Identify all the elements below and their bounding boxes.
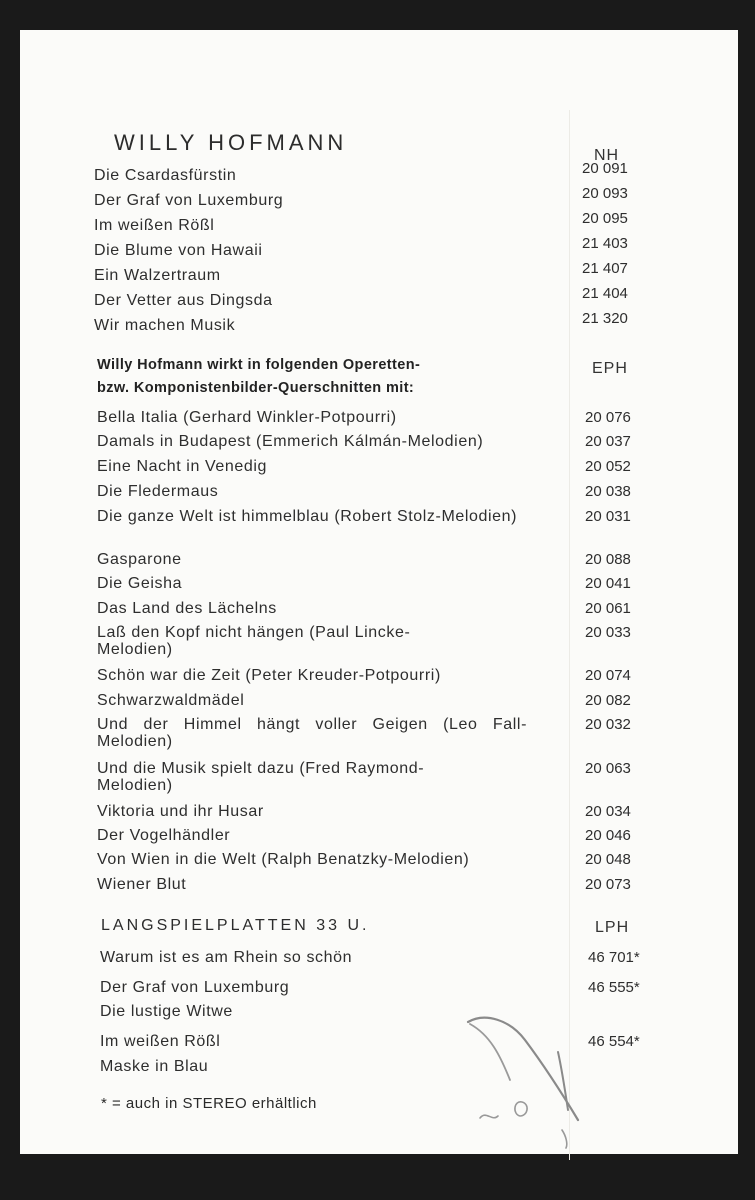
column-header-nh: NH xyxy=(594,147,620,164)
record-number: 20 041 xyxy=(585,575,631,592)
record-number: 20 091 xyxy=(582,160,628,177)
list-item: Gasparone xyxy=(97,551,182,568)
list-item: Der Graf von Luxemburg xyxy=(94,192,284,209)
list-item: Im weißen Rößl xyxy=(100,1033,221,1050)
list-item: Das Land des Lächelns xyxy=(97,600,277,617)
record-number: 21 404 xyxy=(582,285,628,302)
record-number: 21 407 xyxy=(582,260,628,277)
list-item: Die Fledermaus xyxy=(97,483,219,500)
list-item: Schön war die Zeit (Peter Kreuder-Potpourri) xyxy=(97,667,441,684)
column-header-lph: LPH xyxy=(595,919,630,936)
list-item-secondary: Maske in Blau xyxy=(100,1058,209,1075)
list-item: Die Geisha xyxy=(97,575,183,592)
handwritten-signature xyxy=(440,1010,610,1150)
record-number: 20 048 xyxy=(585,851,631,868)
list-item-secondary: Die lustige Witwe xyxy=(100,1003,233,1020)
list-item: Die Blume von Hawaii xyxy=(94,242,263,259)
list-item: Im weißen Rößl xyxy=(94,217,215,234)
record-number: 20 095 xyxy=(582,210,628,227)
list-item: Der Vetter aus Dingsda xyxy=(94,292,273,309)
column-header-eph: EPH xyxy=(592,360,628,377)
list-item: Und der Himmel hängt voller Geigen (Leo Fall-Melodien) xyxy=(97,716,527,750)
record-number: 20 038 xyxy=(585,483,631,500)
record-number: 20 093 xyxy=(582,185,628,202)
record-number: 20 088 xyxy=(585,551,631,568)
list-item: Wiener Blut xyxy=(97,876,187,893)
record-number: 46 555* xyxy=(588,979,640,996)
list-item: Die Csardasfürstin xyxy=(94,167,237,184)
record-number: 20 061 xyxy=(585,600,631,617)
list-item: Laß den Kopf nicht hängen (Paul Lincke-Melodien) xyxy=(97,624,411,658)
list-item: Die ganze Welt ist himmelblau (Robert Stolz-Melodien) xyxy=(97,508,518,525)
list-item: Der Vogelhändler xyxy=(97,827,231,844)
record-number: 20 032 xyxy=(585,716,631,733)
record-number: 21 403 xyxy=(582,235,628,252)
record-number: 20 063 xyxy=(585,760,631,777)
list-item: Der Graf von Luxemburg xyxy=(100,979,290,996)
record-number: 20 076 xyxy=(585,409,631,426)
record-number: 21 320 xyxy=(582,310,628,327)
record-list-card xyxy=(20,30,738,1154)
list-item: Warum ist es am Rhein so schön xyxy=(100,949,353,966)
artist-title: WILLY HOFMANN xyxy=(114,130,348,155)
record-number: 20 074 xyxy=(585,667,631,684)
intro-line-1: Willy Hofmann wirkt in folgenden Operetten- xyxy=(97,357,421,373)
list-item: Ein Walzertraum xyxy=(94,267,221,284)
record-number: 20 073 xyxy=(585,876,631,893)
section-title-lp: LANGSPIELPLATTEN 33 U. xyxy=(101,917,370,934)
list-item: Bella Italia (Gerhard Winkler-Potpourri) xyxy=(97,409,397,426)
list-item: Damals in Budapest (Emmerich Kálmán-Melodien) xyxy=(97,433,484,450)
stereo-footnote: * = auch in STEREO erhältlich xyxy=(101,1095,317,1112)
list-item: Und die Musik spielt dazu (Fred Raymond-Melodien) xyxy=(97,760,425,794)
record-number: 20 037 xyxy=(585,433,631,450)
paper-crease xyxy=(569,110,570,1160)
record-number: 20 082 xyxy=(585,692,631,709)
record-number: 20 031 xyxy=(585,508,631,525)
record-number: 46 554* xyxy=(588,1033,640,1050)
record-number: 20 033 xyxy=(585,624,631,641)
list-item: Von Wien in die Welt (Ralph Benatzky-Melodien) xyxy=(97,851,470,868)
record-number: 20 034 xyxy=(585,803,631,820)
list-item: Wir machen Musik xyxy=(94,317,236,334)
record-number: 20 046 xyxy=(585,827,631,844)
list-item: Eine Nacht in Venedig xyxy=(97,458,268,475)
list-item: Schwarzwaldmädel xyxy=(97,692,245,709)
record-number: 20 052 xyxy=(585,458,631,475)
record-number: 46 701* xyxy=(588,949,640,966)
intro-line-2: bzw. Komponistenbilder-Querschnitten mit: xyxy=(97,380,415,396)
list-item: Viktoria und ihr Husar xyxy=(97,803,264,820)
